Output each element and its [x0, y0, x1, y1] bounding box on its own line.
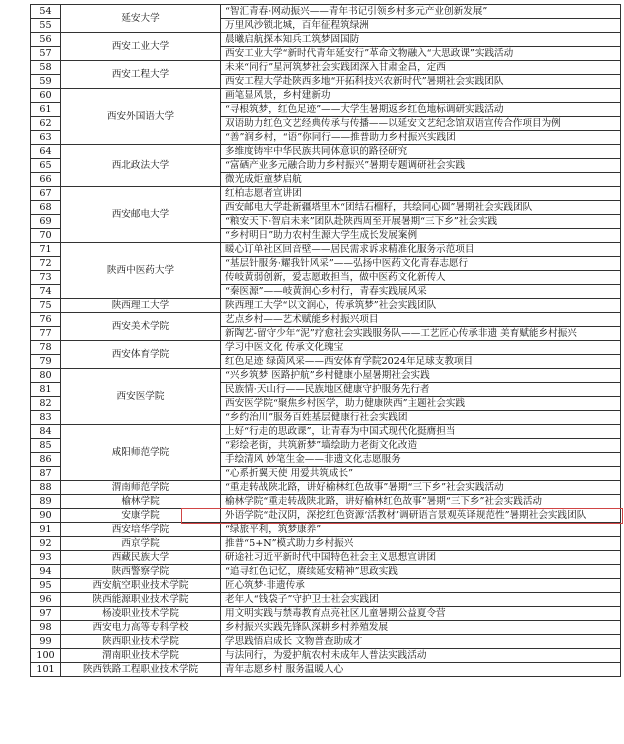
row-number: 92	[31, 537, 61, 551]
row-number: 83	[31, 411, 61, 425]
results-table	[30, 4, 621, 677]
table-row	[31, 61, 621, 75]
school-name: 陕西理工大学	[61, 299, 221, 313]
table-row	[31, 537, 621, 551]
project-title: 学习中医文化 传承文化瑰宝	[221, 341, 621, 355]
project-title: 万里风沙锁北城，百年征程筑绿洲	[221, 19, 621, 33]
row-number: 65	[31, 159, 61, 173]
row-number: 70	[31, 229, 61, 243]
project-title: 西安医学院“聚焦乡村医学，助力健康陕西”主题社会实践	[221, 397, 621, 411]
project-title: 传岐黄弱创新，爱志愿敢担当，做中医药文化新传人	[221, 271, 621, 285]
row-number: 98	[31, 621, 61, 635]
school-name: 西北政法大学	[61, 145, 221, 187]
table-row	[31, 341, 621, 355]
row-number: 64	[31, 145, 61, 159]
project-title: 用文明实践与禁毒教育点亮社区儿童暑期公益夏令营	[221, 607, 621, 621]
project-title: 榆林学院“重走转战陕北路，讲好榆林红色故事”暑期“三下乡”社会实践活动	[221, 495, 621, 509]
project-title: 上好“行走的思政课”，让青春为中国式现代化挺膺担当	[221, 425, 621, 439]
school-name: 陕西能源职业技术学院	[61, 593, 221, 607]
table-row	[31, 509, 621, 523]
project-title: 与法同行，为爱护航农村未成年人普法实践活动	[221, 649, 621, 663]
row-number: 88	[31, 481, 61, 495]
school-name: 西安工业大学	[61, 33, 221, 61]
school-name: 安康学院	[61, 509, 221, 523]
row-number: 76	[31, 313, 61, 327]
school-name: 西安邮电大学	[61, 187, 221, 243]
row-number: 96	[31, 593, 61, 607]
project-title: 手绘清风 妙笔生金——非遗文化志愿服务	[221, 453, 621, 467]
project-title: 新陶艺-留守少年“泥”疗愈社会实践服务队——工艺匠心传承非遗 美育赋能乡村振兴	[221, 327, 621, 341]
row-number: 66	[31, 173, 61, 187]
row-number: 68	[31, 201, 61, 215]
project-title: 老年人“钱袋子”守护卫士社会实践团	[221, 593, 621, 607]
row-number: 63	[31, 131, 61, 145]
project-title: “乡约治川”服务百姓基层健康行社会实践团	[221, 411, 621, 425]
project-title: 双语助力红色文艺经典传承与传播——以延安文艺纪念馆双语宣传合作项目为例	[221, 117, 621, 131]
row-number: 58	[31, 61, 61, 75]
school-name: 西安培华学院	[61, 523, 221, 537]
row-number: 93	[31, 551, 61, 565]
project-title: 晨曦启航探本知兵工筑梦固国防	[221, 33, 621, 47]
project-title: “秦医源”——岐黄润心乡村行，青春实践展风采	[221, 285, 621, 299]
table-row	[31, 565, 621, 579]
table-row	[31, 607, 621, 621]
row-number: 60	[31, 89, 61, 103]
school-name: 西安体育学院	[61, 341, 221, 369]
table-row	[31, 523, 621, 537]
project-title: 学思践悟启成长 文物普查助成才	[221, 635, 621, 649]
project-title: 未来“同行”星河筑梦社会实践团深入甘肃金昌，定西	[221, 61, 621, 75]
row-number: 72	[31, 257, 61, 271]
row-number: 81	[31, 383, 61, 397]
school-name: 西安航空职业技术学院	[61, 579, 221, 593]
table-row	[31, 33, 621, 47]
row-number: 80	[31, 369, 61, 383]
table-row	[31, 495, 621, 509]
project-title: 外语学院“赴汉阴，深挖红色资源‘活教材’调研语言景观英译规范性”暑期社会实践团队	[221, 509, 621, 523]
table-row	[31, 551, 621, 565]
project-title: 画笔显风景，乡村建新功	[221, 89, 621, 103]
project-title: “智汇青春·网动振兴——青年书记引领乡村多元产业创新发展”	[221, 5, 621, 19]
results-table-body	[31, 5, 621, 677]
row-number: 99	[31, 635, 61, 649]
project-title: 陕西理工大学“以文润心，传承筑梦”社会实践团队	[221, 299, 621, 313]
school-name: 陕西职业技术学院	[61, 635, 221, 649]
row-number: 82	[31, 397, 61, 411]
project-title: “彩绘老街，共筑新梦”墙绘助力老街文化改造	[221, 439, 621, 453]
table-row	[31, 89, 621, 103]
project-title: “富硒产业多元融合助力乡村振兴”暑期专题调研社会实践	[221, 159, 621, 173]
school-name: 渭南师范学院	[61, 481, 221, 495]
row-number: 73	[31, 271, 61, 285]
project-title: 乡村振兴实践先锋队深耕乡村养殖发展	[221, 621, 621, 635]
row-number: 100	[31, 649, 61, 663]
table-row	[31, 649, 621, 663]
project-title: 推普“5+N”模式助力乡村振兴	[221, 537, 621, 551]
table-row	[31, 243, 621, 257]
table-row	[31, 579, 621, 593]
row-number: 89	[31, 495, 61, 509]
table-row	[31, 299, 621, 313]
project-title: “基层针服务·耀我针风采”——弘扬中医药文化青春志愿行	[221, 257, 621, 271]
school-name: 陕西铁路工程职业技术学院	[61, 663, 221, 677]
school-name: 渭南职业技术学院	[61, 649, 221, 663]
row-number: 59	[31, 75, 61, 89]
table-row	[31, 663, 621, 677]
project-title: 西安工业大学“新时代青年延安行”革命文物融入“大思政课”实践活动	[221, 47, 621, 61]
row-number: 57	[31, 47, 61, 61]
school-name: 陕西警察学院	[61, 565, 221, 579]
school-name: 陕西中医药大学	[61, 243, 221, 299]
table-row	[31, 145, 621, 159]
project-title: “粮安天下·智启未来”团队赴陕西周至开展暑期“三下乡”社会实践	[221, 215, 621, 229]
row-number: 86	[31, 453, 61, 467]
row-number: 84	[31, 425, 61, 439]
school-name: 西安美术学院	[61, 313, 221, 341]
row-number: 79	[31, 355, 61, 369]
row-number: 101	[31, 663, 61, 677]
row-number: 61	[31, 103, 61, 117]
school-name: 西安电力高等专科学校	[61, 621, 221, 635]
row-number: 85	[31, 439, 61, 453]
project-title: 民族情·天山行——民族地区健康守护服务先行者	[221, 383, 621, 397]
project-title: 西安邮电大学赴新疆塔里木“团结石榴籽，共绘同心圆”暑期社会实践团队	[221, 201, 621, 215]
project-title: 暖心订单社区回音壁——居民需求诉求精准化服务示范项目	[221, 243, 621, 257]
table-row	[31, 187, 621, 201]
project-title: 青年志愿乡村 服务温暖人心	[221, 663, 621, 677]
row-number: 56	[31, 33, 61, 47]
table-row	[31, 313, 621, 327]
school-name: 延安大学	[61, 5, 221, 33]
row-number: 55	[31, 19, 61, 33]
row-number: 54	[31, 5, 61, 19]
school-name: 西安医学院	[61, 369, 221, 425]
row-number: 77	[31, 327, 61, 341]
project-title: “兴乡筑梦 医路护航”乡村健康小屋暑期社会实践	[221, 369, 621, 383]
row-number: 62	[31, 117, 61, 131]
project-title: 研途社习近平新时代中国特色社会主义思想宣讲团	[221, 551, 621, 565]
table-row	[31, 481, 621, 495]
project-title: “重走转战陕北路，讲好榆林红色故事”暑期“三下乡”社会实践活动	[221, 481, 621, 495]
table-row	[31, 593, 621, 607]
row-number: 71	[31, 243, 61, 257]
row-number: 74	[31, 285, 61, 299]
project-title: 西安工程大学赴陕西多地“开拓科技兴农新时代”暑期社会实践团队	[221, 75, 621, 89]
school-name: 榆林学院	[61, 495, 221, 509]
row-number: 94	[31, 565, 61, 579]
school-name: 杨凌职业技术学院	[61, 607, 221, 621]
project-title: “心系折翼天使 用爱共筑成长”	[221, 467, 621, 481]
school-name: 西安工程大学	[61, 61, 221, 89]
row-number: 75	[31, 299, 61, 313]
project-title: 匠心筑梦·非遗传承	[221, 579, 621, 593]
row-number: 95	[31, 579, 61, 593]
table-row	[31, 425, 621, 439]
results-table-sheet	[30, 4, 620, 677]
school-name: 西藏民族大学	[61, 551, 221, 565]
project-title: “追寻红色记忆，赓续延安精神”思政实践	[221, 565, 621, 579]
project-title: “乡村明日”助力农村生源大学生成长发展案例	[221, 229, 621, 243]
table-row	[31, 621, 621, 635]
row-number: 91	[31, 523, 61, 537]
project-title: 微光成炬童梦启航	[221, 173, 621, 187]
table-row	[31, 635, 621, 649]
project-title: 多维度铸牢中华民族共同体意识的路径研究	[221, 145, 621, 159]
row-number: 69	[31, 215, 61, 229]
project-title: “善”润乡村，“语”你同行——推普助力乡村振兴实践团	[221, 131, 621, 145]
project-title: 艺点乡村——艺术赋能乡村振兴项目	[221, 313, 621, 327]
table-row	[31, 369, 621, 383]
project-title: “绿旅平利，筑梦康养”	[221, 523, 621, 537]
row-number: 87	[31, 467, 61, 481]
school-name: 西京学院	[61, 537, 221, 551]
school-name: 咸阳师范学院	[61, 425, 221, 481]
row-number: 90	[31, 509, 61, 523]
row-number: 78	[31, 341, 61, 355]
project-title: 红柏志愿者宣讲团	[221, 187, 621, 201]
row-number: 97	[31, 607, 61, 621]
project-title: “寻根筑梦，红色足迹”——大学生暑期返乡红色地标调研实践活动	[221, 103, 621, 117]
row-number: 67	[31, 187, 61, 201]
project-title: 红色足迹 绿茵风采——西安体育学院2024年足球支教项目	[221, 355, 621, 369]
table-row	[31, 5, 621, 19]
school-name: 西安外国语大学	[61, 89, 221, 145]
